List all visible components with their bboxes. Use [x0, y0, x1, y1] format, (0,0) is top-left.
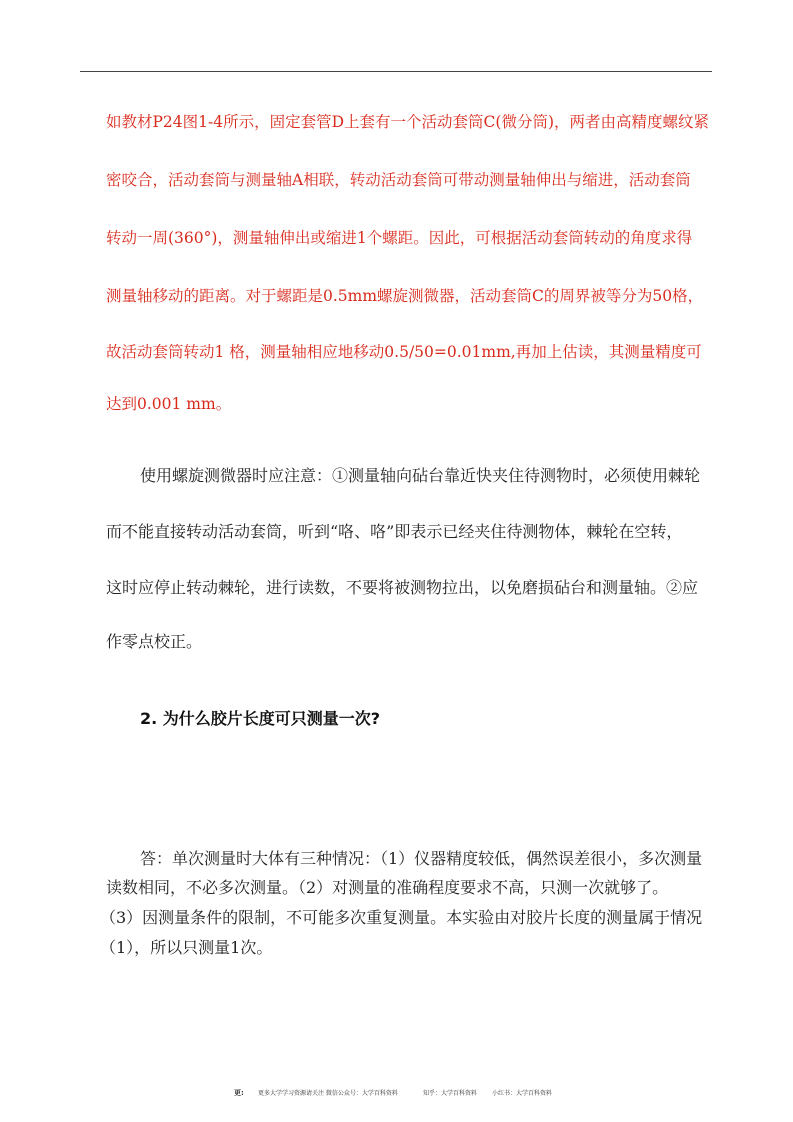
paragraph-1-line-4: 测量轴移动的距离。对于螺距是0.5mm螺旋测微器，活动套筒C的周界被等分为50格，	[106, 287, 704, 305]
paragraph-1-line-1: 如教材P24图1-4所示，固定套管D上套有一个活动套筒C(微分筒)，两者由高精度螺纹紧	[106, 113, 709, 131]
paragraph-1-line-3: 转动一周(360°)，测量轴伸出或缩进1个螺距。因此，可根据活动套筒转动的角度求得	[106, 229, 693, 247]
paragraph-1-line-5: 故活动套筒转动1 格，测量轴相应地移动0.5/50=0.01mm,再加上估读，其测量精度可	[106, 343, 702, 361]
footer-lead: 更:	[234, 1089, 244, 1097]
answer-line-1: 答：单次测量时大体有三种情况：（1）仪器精度较低，偶然误差很小，多次测量	[140, 849, 703, 868]
footer-text-zhihu: 知乎：大学百科资料	[423, 1090, 478, 1097]
paragraph-2-line-4: 作零点校正。	[106, 632, 203, 651]
paragraph-2-line-1: 使用螺旋测微器时应注意：①测量轴向砧台靠近快夹住待测物时，必须使用棘轮	[140, 466, 701, 485]
header-rule	[80, 71, 712, 72]
paragraph-2-line-2: 而不能直接转动活动套筒，听到“咯、咯”即表示已经夹住待测物体，棘轮在空转，	[106, 522, 683, 541]
footer-text-xiaohongshu: 小红书：大学百科资料	[492, 1090, 553, 1097]
paragraph-1-line-6: 达到0.001 mm。	[106, 395, 232, 413]
answer-line-2: 读数相同，不必多次测量。（2）对测量的准确程度要求不高，只测一次就够了。	[106, 878, 669, 897]
paragraph-2-line-3: 这时应停止转动棘轮，进行读数，不要将被测物拉出，以免磨损砧台和测量轴。②应	[106, 578, 699, 597]
answer-line-3: （3）因测量条件的限制，不可能多次重复测量。本实验由对胶片长度的测量属于情况	[100, 908, 703, 927]
question-heading: 2. 为什么胶片长度可只测量一次?	[140, 709, 381, 728]
paragraph-1-line-2: 密咬合，活动套筒与测量轴A相联，转动活动套筒可带动测量轴伸出与缩进，活动套筒	[106, 171, 691, 189]
footer-text-wechat: 更多大学学习资源请关注 微信公众号：大学百科资料	[258, 1090, 398, 1097]
answer-line-4: （1），所以只测量1次。	[100, 938, 273, 957]
